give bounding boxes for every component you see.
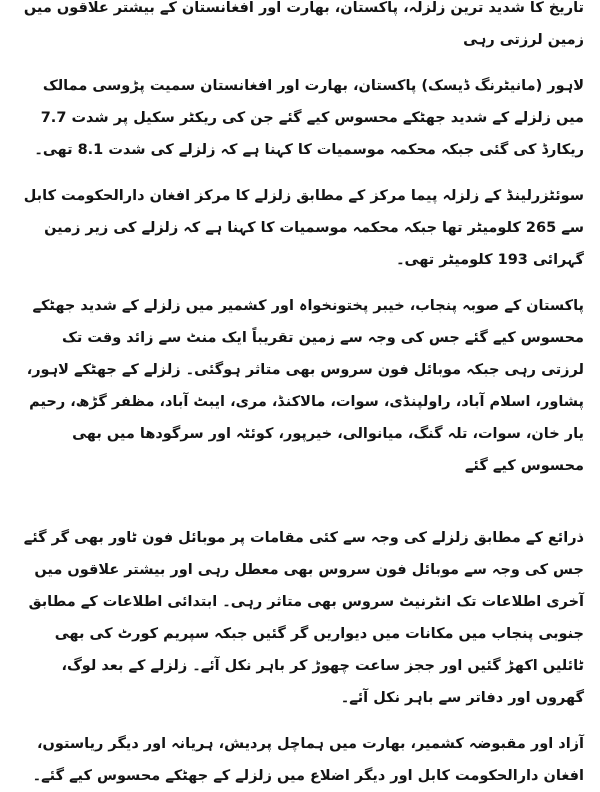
article-paragraph-region: آزاد اور مقبوضہ کشمیر، بھارت میں ہماچل پردیش، ہریانہ اور دیگر ریاستوں، افغان دارالحکومت کابل اور دیگر اضلاع میں زلزلے کے جھٹکے محسوس کیے گئے۔ xyxy=(32,736,584,784)
article-headline-line: تاریخ کا شدید ترین زلزلہ، پاکستان، بھارت اور افغانستان کے بیشتر علاقوں میں زمین لرزتی رہی xyxy=(23,0,584,48)
article-paragraph-epicenter: سوئٹزرلینڈ کے زلزلہ پیما مرکز کے مطابق زلزلے کا مرکز افغان دارالحکومت کابل سے 265 کلومیٹر تھا جبکہ محکمہ موسمیات کا کہنا ہے کہ زلزلے کی زیر زمین گہرائی 193 کلومیٹر تھی۔ xyxy=(23,188,584,268)
article-paragraph-intro: لاہور (مانیٹرنگ ڈیسک) پاکستان، بھارت اور افغانستان سمیت پڑوسی ممالک میں زلزلے کے شدید جھٹکے محسوس کیے گئے جن کی ریکٹر سکیل پر شدت 7.7 ریکارڈ کی گئی جبکہ محکمہ موسمیات کا کہنا ہے کہ زلزلے کی شدت 8.1 تھی۔ xyxy=(34,78,584,158)
article-paragraph-damage: ذرائع کے مطابق زلزلے کی وجہ سے کئی مقامات پر موبائل فون ٹاور بھی گر گئے جس کی وجہ سے موبائل فون سروس بھی معطل رہی اور بیشتر علاقوں میں آخری اطلاعات تک انٹرنیٹ سروس بھی متاثر رہی۔ ابتدائی اطلاعات کے مطابق جنوبی پنجاب میں مکانات میں دیواریں گر گئیں جبکہ سپریم کورٹ کی بھی ٹائلیں اکھڑ گئیں اور ججز ساعت چھوڑ کر باہر نکل آئے۔ زلزلے کے بعد لوگ، گھروں اور دفاتر سے باہر نکل آئے۔ xyxy=(23,530,584,706)
article-paragraph-affected-cities: پاکستان کے صوبہ پنجاب، خیبر پختونخواہ اور کشمیر میں زلزلے کے شدید جھٹکے محسوس کیے گئے جس کی وجہ سے زمین تقریباً ایک منٹ سے زائد وقت تک لرزتی رہی جبکہ موبائل فون سروس بھی متاثر ہوگئی۔ زلزلے کے جھٹکے لاہور، پشاور، اسلام آباد، راولپنڈی، سوات، مالاکنڈ، مری، ایبٹ آباد، مظفر گڑھ، رحیم یار خان، سوات، تلہ گنگ، میانوالی، خیرپور، کوئٹہ اور سرگودھا میں بھی محسوس کیے گئے xyxy=(26,298,584,474)
news-article xyxy=(18,0,584,792)
